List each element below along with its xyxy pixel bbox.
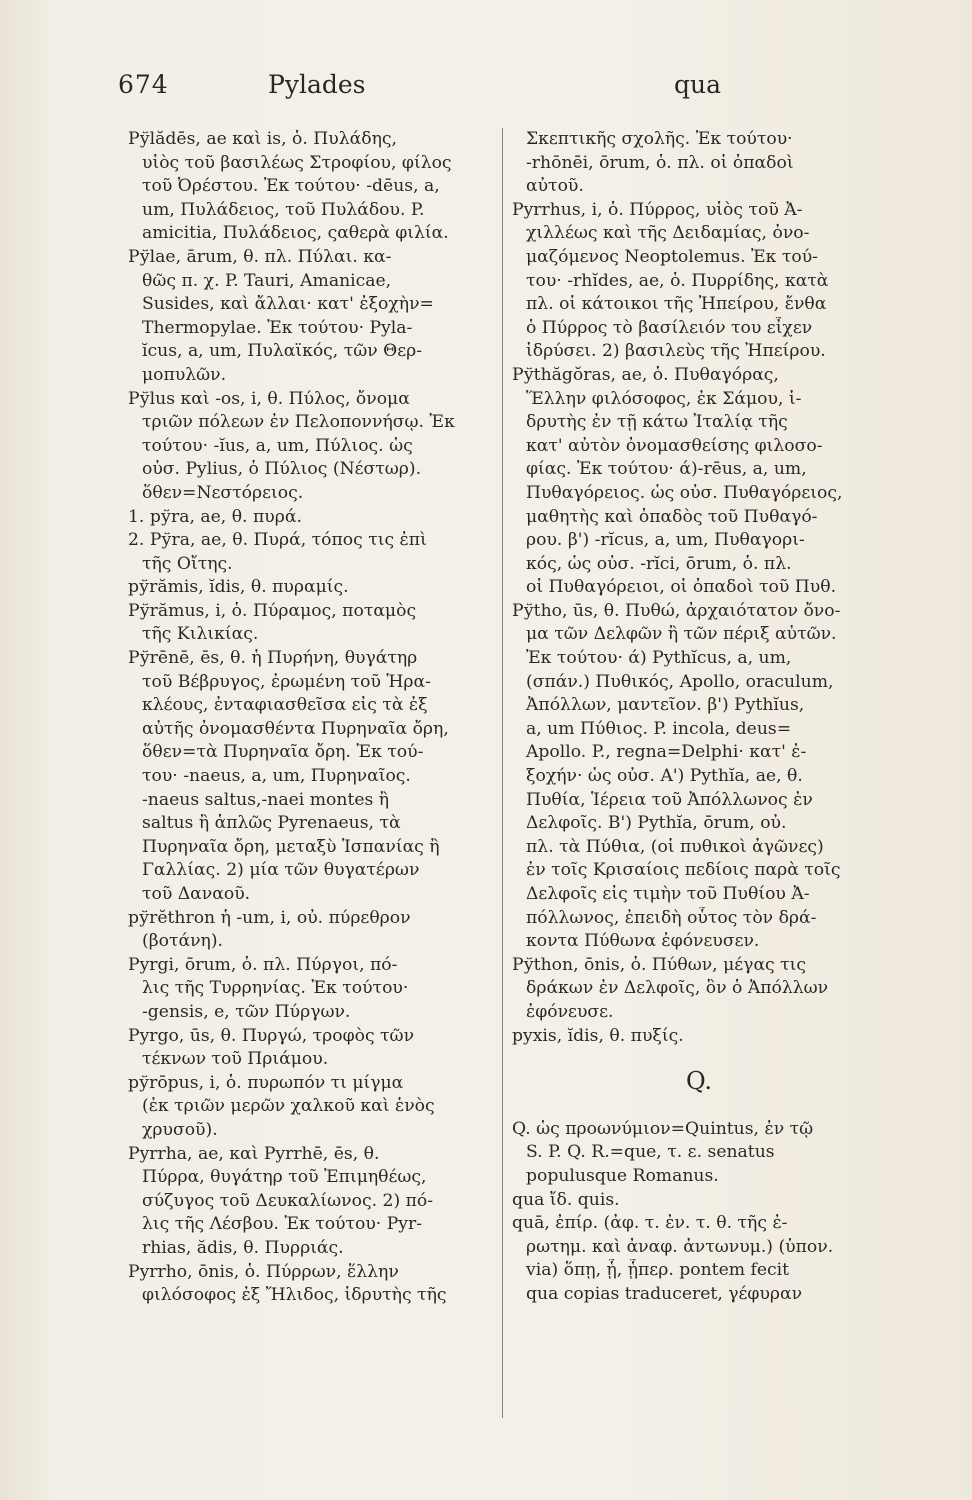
entry-line: ἱδρύσει. 2) βασιλεὺς τῆς Ἠπείρου. xyxy=(526,341,826,362)
entry-line: μαζόμενος Neoptolemus. Ἐκ τού- xyxy=(526,246,818,267)
entry-line: λις τῆς Τυρρηνίας. Ἐκ τούτου· xyxy=(142,978,409,999)
entry-line: Δελφοῖς εἰς τιμὴν τοῦ Πυθίου Ἀ- xyxy=(526,884,810,904)
entry-line: um, Πυλάδειος, τοῦ Πυλάδου. P. xyxy=(142,199,425,220)
entry-line: Pўlus καὶ -os, i, θ. Πύλος, ὄνομα xyxy=(128,388,410,409)
entry-line: Γαλλίας. 2) μία τῶν θυγατέρων xyxy=(142,860,420,881)
entry-line: Apollo. P., regna=Delphi· κατ' ἐ- xyxy=(526,742,807,763)
entry-line: Thermopylae. Ἐκ τούτου· Pyla- xyxy=(142,317,413,338)
entry-line: Pўlae, ārum, θ. πλ. Πύλαι. κα- xyxy=(128,246,392,267)
entry-line: rhias, ădis, θ. Πυρριάς. xyxy=(142,1237,344,1258)
entry-line: χρυσοῦ). xyxy=(142,1119,218,1140)
entry-line: Ἐκ τούτου· ά) Pythĭcus, a, um, xyxy=(526,648,792,669)
entry-line: Pўthon, ōnis, ὁ. Πύθων, μέγας τις xyxy=(512,954,807,975)
entry-line: τριῶν πόλεων ἐν Πελοποννήσῳ. Ἐκ xyxy=(142,412,455,433)
entry-line: Δελφοῖς. Β') Pythĭa, ōrum, οὐ. xyxy=(526,813,787,834)
entry-line: τοῦ Δαναοῦ. xyxy=(142,884,251,904)
entry-line: (βοτάνη). xyxy=(142,931,224,952)
entry-line: οἱ Πυθαγόρειοι, οἱ ὀπαδοὶ τοῦ Πυθ. xyxy=(526,577,837,598)
section-letter-q: Q. xyxy=(685,1067,713,1096)
right-column-q-entries xyxy=(512,1118,886,1307)
entry-line: Pyrgi, ōrum, ὁ. πλ. Πύργοι, πό- xyxy=(128,954,398,975)
entry-line: Πύρρα, θυγάτηρ τοῦ Ἐπιμηθέως, xyxy=(142,1167,427,1188)
entry-line: φίας. Ἐκ τούτου· ά)-rēus, a, um, xyxy=(526,459,807,480)
entry-line: σύζυγος τοῦ Δευκαλίωνος. 2) πό- xyxy=(142,1190,434,1211)
entry-line: Pyrrhus, i, ὁ. Πύρρος, υἱὸς τοῦ Ἀ- xyxy=(512,199,803,220)
entry-line: Pўthăgŏras, ae, ὁ. Πυθαγόρας, xyxy=(512,364,779,385)
entry-line: ὅθεν=τὰ Πυρηναῖα ὄρη. Ἐκ τού- xyxy=(142,742,424,763)
entry-line: πλ. τὰ Πύθια, (οἱ πυθικοὶ ἀγῶνες) xyxy=(526,836,824,857)
entry-line: Pўrēnē, ēs, θ. ἡ Πυρήνη, θυγάτηρ xyxy=(128,648,418,669)
entry-line: Πυθαγόρειος. ὡς οὐσ. Πυθαγόρειος, xyxy=(526,482,843,503)
entry-line: ἐν τοῖς Κρισαίοις πεδίοις παρὰ τοῖς xyxy=(526,860,841,881)
entry-line: quā, ἐπίρ. (ἀφ. τ. ἐν. τ. θ. τῆς ἐ- xyxy=(512,1213,788,1234)
entry-line: χιλλέως καὶ τῆς Δειδαμίας, ὀνο- xyxy=(526,223,810,244)
entry-line: Pўrămus, i, ὁ. Πύραμος, ποταμὸς xyxy=(128,600,417,621)
entry-line: ρου. β') -rĭcus, a, um, Πυθαγορι- xyxy=(526,530,805,551)
page-number: 674 xyxy=(118,70,169,99)
entry-line: ĭcus, a, um, Πυλαϊκός, τῶν Θερ- xyxy=(142,341,423,362)
entry-line: μαθητὴς καὶ ὀπαδὸς τοῦ Πυθαγό- xyxy=(526,506,818,527)
entry-line: υἱὸς τοῦ βασιλέως Στροφίου, φίλος xyxy=(142,152,452,173)
entry-line: Pyrrho, ōnis, ὁ. Πύρρων, ἕλλην xyxy=(128,1261,399,1282)
right-column xyxy=(512,128,886,1307)
entry-line: του· -naeus, a, um, Πυρηναῖος. xyxy=(142,766,411,787)
entry-line: τέκνων τοῦ Πριάμου. xyxy=(142,1049,329,1070)
entry-line: (σπάν.) Πυθικός, Apollo, oraculum, xyxy=(526,671,834,692)
right-column-entries xyxy=(512,128,886,1048)
running-head-right: qua xyxy=(674,70,722,99)
entry-line: Σκεπτικῆς σχολῆς. Ἐκ τούτου· xyxy=(526,129,793,149)
page-header xyxy=(118,70,758,110)
left-column xyxy=(128,128,498,1308)
entry-line: Pyrgo, ūs, θ. Πυργώ, τροφὸς τῶν xyxy=(128,1025,415,1046)
entry-line: Pyrrha, ae, καὶ Pyrrhē, ēs, θ. xyxy=(128,1143,380,1164)
entry-line: Susides, καὶ ἄλλαι· κατ' ἐξοχὴν= xyxy=(142,294,434,315)
entry-line: -gensis, e, τῶν Πύργων. xyxy=(142,1001,351,1022)
entry-line: μοπυλῶν. xyxy=(142,364,227,385)
entry-line: κλέους, ἐνταφιασθεῖσα εἰς τὰ ἐξ xyxy=(142,695,428,716)
entry-line: amicitia, Πυλάδειος, ςαθερὰ φιλία. xyxy=(142,223,449,244)
entry-line: ξοχήν· ὡς οὐσ. Α') Pythĭa, ae, θ. xyxy=(526,766,803,787)
column-divider xyxy=(502,128,503,1418)
entry-line: κός, ὡς οὐσ. -rĭci, ōrum, ὁ. πλ. xyxy=(526,553,792,574)
entry-line: αὐτῆς ὀνομασθέντα Πυρηναῖα ὄρη, xyxy=(142,718,449,739)
running-head-left: Pylades xyxy=(268,70,366,99)
entry-line: S. P. Q. R.=que, τ. ε. senatus xyxy=(526,1142,775,1163)
entry-line: φιλόσοφος ἐξ Ἤλιδος, ἱδρυτὴς τῆς xyxy=(142,1285,447,1306)
entry-line: pўrōpus, i, ὁ. πυρωπόν τι μίγμα xyxy=(128,1072,404,1093)
entry-line: Πυθία, Ἱέρεια τοῦ Ἀπόλλωνος ἐν xyxy=(526,789,813,810)
entry-line: μα τῶν Δελφῶν ἢ τῶν πέριξ αὐτῶν. xyxy=(526,624,837,645)
entry-line: saltus ἢ ἁπλῶς Pyrenaeus, τὰ xyxy=(142,813,401,834)
entry-line: τούτου· -ĭus, a, um, Πύλιος. ὡς xyxy=(142,435,413,456)
entry-line: Pўtho, ūs, θ. Πυθώ, ἀρχαιότατον ὄνο- xyxy=(512,600,841,621)
entry-line: Πυρηναῖα ὄρη, μεταξὺ Ἱσπανίας ἢ xyxy=(142,836,440,857)
entry-line: Q. ὡς προωνύμιον=Quintus, ἐν τῷ xyxy=(512,1118,814,1139)
entry-line: pўrămis, ĭdis, θ. πυραμίς. xyxy=(128,577,349,598)
entry-line: a, um Πύθιος. P. incola, deus= xyxy=(526,718,792,739)
entry-line: αὐτοῦ. xyxy=(526,176,584,197)
entry-line: οὐσ. Pylius, ὁ Πύλιος (Νέστωρ). xyxy=(142,459,422,480)
entry-line: via) ὅπῃ, ᾗ, ᾗπερ. pontem fecit xyxy=(526,1260,790,1281)
entry-line: populusque Romanus. xyxy=(526,1165,719,1186)
entry-line: δράκων ἐν Δελφοῖς, ὃν ὁ Ἀπόλλων xyxy=(526,978,829,999)
entry-line: ὁ Πύρρος τὸ βασίλειόν του εἶχεν xyxy=(526,317,813,338)
entry-line: ρωτημ. καὶ ἀναφ. ἀντωνυμ.) (ὑπον. xyxy=(526,1236,834,1257)
entry-line: -naeus saltus,-naei montes ἢ xyxy=(142,789,390,810)
entry-line: Pўlădēs, ae καὶ is, ὁ. Πυλάδης, xyxy=(128,129,397,149)
entry-line: τῆς Οἴτης. xyxy=(142,553,233,574)
entry-line: (ἐκ τριῶν μερῶν χαλκοῦ καὶ ἑνὸς xyxy=(142,1096,435,1117)
entry-line: πλ. οἱ κάτοικοι τῆς Ἠπείρου, ἔνθα xyxy=(526,294,827,315)
entry-line: pyxis, ĭdis, θ. πυξίς. xyxy=(512,1025,684,1046)
entry-line: pўrĕthron ἡ -um, i, οὐ. πύρεθρον xyxy=(128,907,411,928)
entry-line: -rhōnēi, ōrum, ὁ. πλ. οἱ ὀπαδοὶ xyxy=(526,152,794,173)
entry-line: θῶς π. χ. P. Tauri, Amanicae, xyxy=(142,270,392,291)
entry-line: 1. pўra, ae, θ. πυρά. xyxy=(128,506,302,527)
entry-line: qua copias traduceret, γέφυραν xyxy=(526,1283,803,1304)
entry-line: λις τῆς Λέσβου. Ἐκ τούτου· Pyr- xyxy=(142,1214,423,1235)
entry-line: qua ἴδ. quis. xyxy=(512,1189,620,1210)
entry-line: πόλλωνος, ἐπειδὴ οὗτος τὸν δρά- xyxy=(526,907,817,928)
entry-line: 2. Pўra, ae, θ. Πυρά, τόπος τις ἐπὶ xyxy=(128,530,427,551)
entry-line: τοῦ Βέβρυγος, ἐρωμένη τοῦ Ἡρα- xyxy=(142,671,431,692)
entry-line: Ἕλλην φιλόσοφος, ἐκ Σάμου, ἱ- xyxy=(526,388,802,409)
entry-line: του· -rhĭdes, ae, ὁ. Πυρρίδης, κατὰ xyxy=(526,270,829,291)
entry-line: κοντα Πύθωνα ἐφόνευσεν. xyxy=(526,931,760,952)
entry-line: δρυτὴς ἐν τῇ κάτω Ἰταλίᾳ τῆς xyxy=(526,412,788,433)
entry-line: ἐφόνευσε. xyxy=(526,1001,614,1022)
entry-line: κατ' αὐτὸν ὀνομασθείσης φιλοσο- xyxy=(526,435,823,456)
entry-line: τοῦ Ὀρέστου. Ἐκ τούτου· -dēus, a, xyxy=(142,176,440,197)
entry-line: τῆς Κιλικίας. xyxy=(142,624,259,645)
entry-line: Ἀπόλλων, μαντεῖον. β') Pythĭus, xyxy=(526,695,805,716)
entry-line: ὅθεν=Νεστόρειος. xyxy=(142,482,304,503)
